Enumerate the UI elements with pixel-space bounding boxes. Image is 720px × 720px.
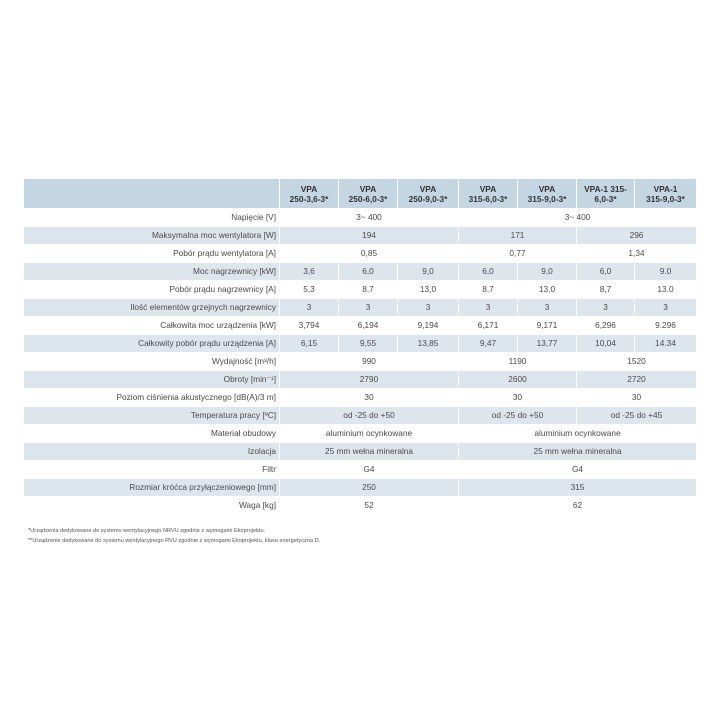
value-cell: aluminium ocynkowane (280, 425, 459, 443)
value-cell: G4 (280, 461, 459, 479)
value-cell: 3 (577, 299, 635, 317)
table-row (24, 209, 696, 227)
value-cell: 3,794 (280, 317, 339, 335)
row-label: Temperatura pracy [ºC] (24, 407, 280, 425)
row-label: Całkowita moc urządzenia [kW] (24, 317, 280, 335)
table-row (24, 353, 696, 371)
value-cell: 13,85 (398, 335, 459, 353)
model-header: VPA-1 315- 6,0-3* (577, 179, 635, 209)
table-row (24, 227, 696, 245)
value-cell: 194 (280, 227, 459, 245)
value-cell: 250 (280, 479, 459, 497)
row-label: Ilość elementów grzejnych nagrzewnicy (24, 299, 280, 317)
spec-table-container (24, 179, 696, 515)
model-header: VPA 250-6,0-3* (339, 179, 398, 209)
value-cell: 0,77 (459, 245, 577, 263)
header-corner (24, 179, 280, 209)
value-cell: aluminium ocynkowane (459, 425, 696, 443)
row-label: Materiał obudowy (24, 425, 280, 443)
table-row (24, 263, 696, 281)
value-cell: od -25 do +50 (459, 407, 577, 425)
value-cell: 13,0 (398, 281, 459, 299)
value-cell: 2790 (280, 371, 459, 389)
spec-table-body (24, 209, 696, 515)
value-cell: 1190 (459, 353, 577, 371)
value-cell: 52 (280, 497, 459, 515)
row-label: Wydajność [m³/h] (24, 353, 280, 371)
value-cell: 3 (635, 299, 696, 317)
value-cell: 3 (339, 299, 398, 317)
model-header: VPA-1 315-9,0-3* (635, 179, 696, 209)
table-row (24, 389, 696, 407)
table-row (24, 443, 696, 461)
value-cell: od -25 do +45 (577, 407, 696, 425)
table-row (24, 425, 696, 443)
value-cell: 3 (280, 299, 339, 317)
value-cell: 9.0 (635, 263, 696, 281)
header-row (24, 179, 696, 209)
value-cell: 9,194 (398, 317, 459, 335)
value-cell: od -25 do +50 (280, 407, 459, 425)
value-cell: 990 (280, 353, 459, 371)
row-label: Moc nagrzewnicy [kW] (24, 263, 280, 281)
value-cell: 3~ 400 (459, 209, 696, 227)
value-cell: G4 (459, 461, 696, 479)
row-label: Rozmiar króćca przyłączeniowego [mm] (24, 479, 280, 497)
row-label: Obroty [min⁻¹] (24, 371, 280, 389)
value-cell: 2720 (577, 371, 696, 389)
value-cell: 3 (398, 299, 459, 317)
value-cell: 8,7 (577, 281, 635, 299)
value-cell: 6,0 (339, 263, 398, 281)
footnote: **Urządzenie dedykowane do systemu wentylacyjnego RVU zgodnie z wymogami Ekoprojektu, klasa energetyczna D. (28, 538, 321, 544)
table-row (24, 281, 696, 299)
value-cell: 30 (280, 389, 459, 407)
row-label: Całkowity pobór prądu urządzenia [A] (24, 335, 280, 353)
value-cell: 3,6 (280, 263, 339, 281)
footnotes (28, 526, 688, 546)
table-row (24, 461, 696, 479)
value-cell: 1520 (577, 353, 696, 371)
value-cell: 8,7 (459, 281, 518, 299)
value-cell: 3~ 400 (280, 209, 459, 227)
model-header: VPA 250-9,0-3* (398, 179, 459, 209)
value-cell: 13,77 (518, 335, 577, 353)
table-row (24, 317, 696, 335)
model-header: VPA 315-9,0-3* (518, 179, 577, 209)
footnote: *Urządzenia dedykowane do systemu wentylacyjnego NRVU zgodnie z wymogami Ekoprojektu. (28, 528, 266, 534)
value-cell: 6,0 (577, 263, 635, 281)
value-cell: 14.34 (635, 335, 696, 353)
table-row (24, 479, 696, 497)
table-row (24, 497, 696, 515)
value-cell: 9,0 (518, 263, 577, 281)
table-row (24, 371, 696, 389)
value-cell: 25 mm wełna mineralna (280, 443, 459, 461)
value-cell: 30 (459, 389, 577, 407)
value-cell: 6,171 (459, 317, 518, 335)
value-cell: 6,296 (577, 317, 635, 335)
value-cell: 62 (459, 497, 696, 515)
value-cell: 0,85 (280, 245, 459, 263)
table-row (24, 245, 696, 263)
value-cell: 13,0 (518, 281, 577, 299)
value-cell: 8,7 (339, 281, 398, 299)
table-row (24, 299, 696, 317)
value-cell: 296 (577, 227, 696, 245)
value-cell: 9,171 (518, 317, 577, 335)
row-label: Poziom ciśnienia akustycznego [dB(A)/3 m] (24, 389, 280, 407)
table-row (24, 335, 696, 353)
row-label: Pobór prądu wentylatora [A] (24, 245, 280, 263)
row-label: Pobór prądu nagrzewnicy [A] (24, 281, 280, 299)
value-cell: 315 (459, 479, 696, 497)
row-label: Izolacja (24, 443, 280, 461)
value-cell: 171 (459, 227, 577, 245)
value-cell: 13.0 (635, 281, 696, 299)
value-cell: 3 (518, 299, 577, 317)
value-cell: 5,3 (280, 281, 339, 299)
value-cell: 10,04 (577, 335, 635, 353)
row-label: Napięcie [V] (24, 209, 280, 227)
row-label: Filtr (24, 461, 280, 479)
value-cell: 1,34 (577, 245, 696, 263)
value-cell: 30 (577, 389, 696, 407)
value-cell: 9,55 (339, 335, 398, 353)
value-cell: 9,47 (459, 335, 518, 353)
value-cell: 25 mm wełna mineralna (459, 443, 696, 461)
row-label: Waga [kg] (24, 497, 280, 515)
value-cell: 2600 (459, 371, 577, 389)
model-header: VPA 250-3,6-3* (280, 179, 339, 209)
row-label: Maksymalna moc wentylatora [W] (24, 227, 280, 245)
value-cell: 9,0 (398, 263, 459, 281)
value-cell: 6,0 (459, 263, 518, 281)
value-cell: 3 (459, 299, 518, 317)
value-cell: 6,15 (280, 335, 339, 353)
table-row (24, 407, 696, 425)
value-cell: 9.296 (635, 317, 696, 335)
value-cell: 6,194 (339, 317, 398, 335)
model-header: VPA 315-6,0-3* (459, 179, 518, 209)
spec-table (24, 179, 696, 515)
